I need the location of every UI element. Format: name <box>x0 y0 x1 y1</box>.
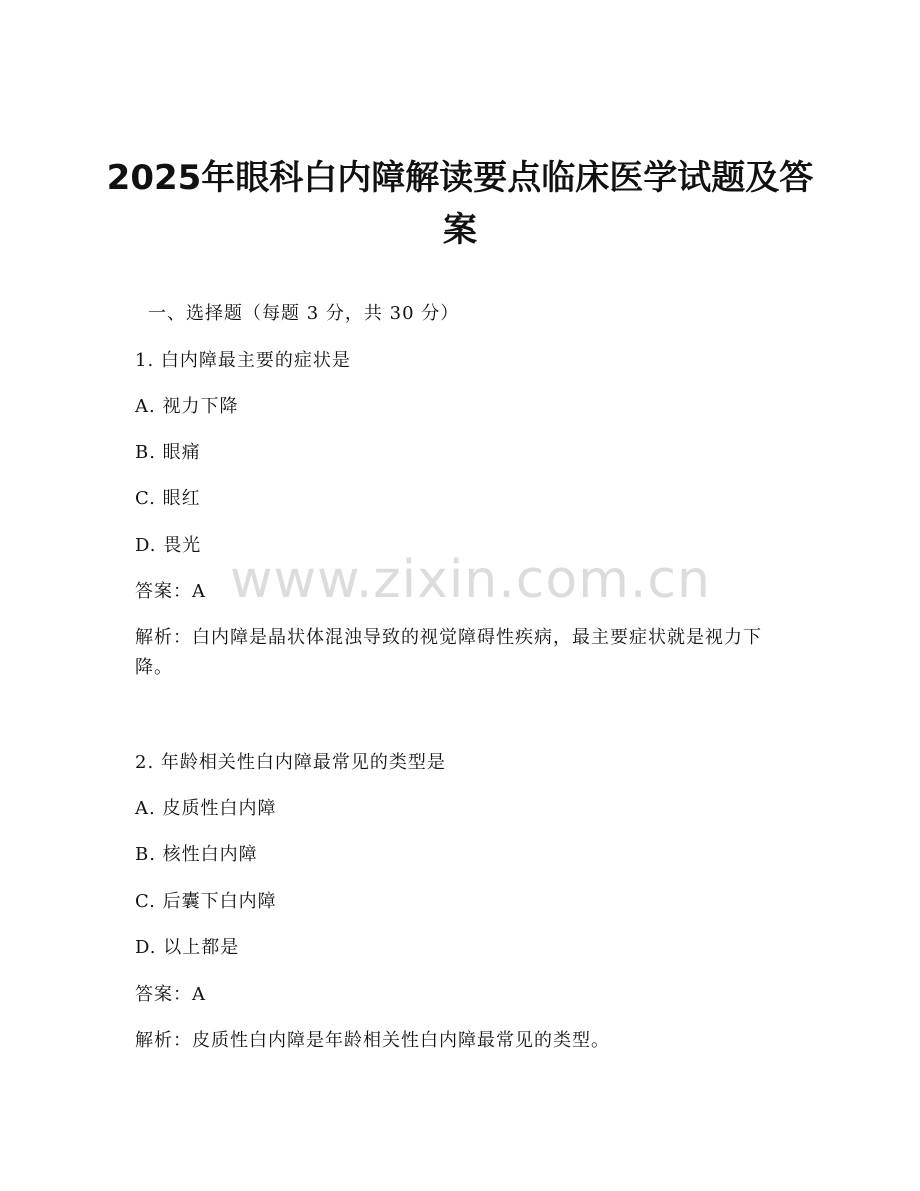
explanation: 解析：白内障是晶状体混浊导致的视觉障碍性疾病，最主要症状就是视力下降。 <box>135 627 762 678</box>
option-c: C. 后囊下白内障 <box>135 891 277 912</box>
section-heading: 一、选择题（每题 3 分，共 30 分） <box>148 303 460 324</box>
option-c: C. 眼红 <box>135 488 201 509</box>
document-title: 2025年眼科白内障解读要点临床医学试题及答案 <box>106 158 814 250</box>
option-b: B. 核性白内障 <box>135 844 258 865</box>
answer: 答案：A <box>135 581 206 602</box>
option-a: A. 皮质性白内障 <box>135 798 277 819</box>
explanation: 解析：皮质性白内障是年龄相关性白内障最常见的类型。 <box>135 1030 610 1051</box>
question-stem: 1. 白内障最主要的症状是 <box>135 350 351 371</box>
question-stem: 2. 年龄相关性白内障最常见的类型是 <box>135 752 446 773</box>
answer: 答案：A <box>135 984 206 1005</box>
option-a: A. 视力下降 <box>135 396 239 417</box>
option-b: B. 眼痛 <box>135 442 201 463</box>
watermark: www.zixin.com.cn <box>230 550 711 610</box>
option-d: D. 以上都是 <box>135 937 240 958</box>
option-d: D. 畏光 <box>135 535 202 556</box>
